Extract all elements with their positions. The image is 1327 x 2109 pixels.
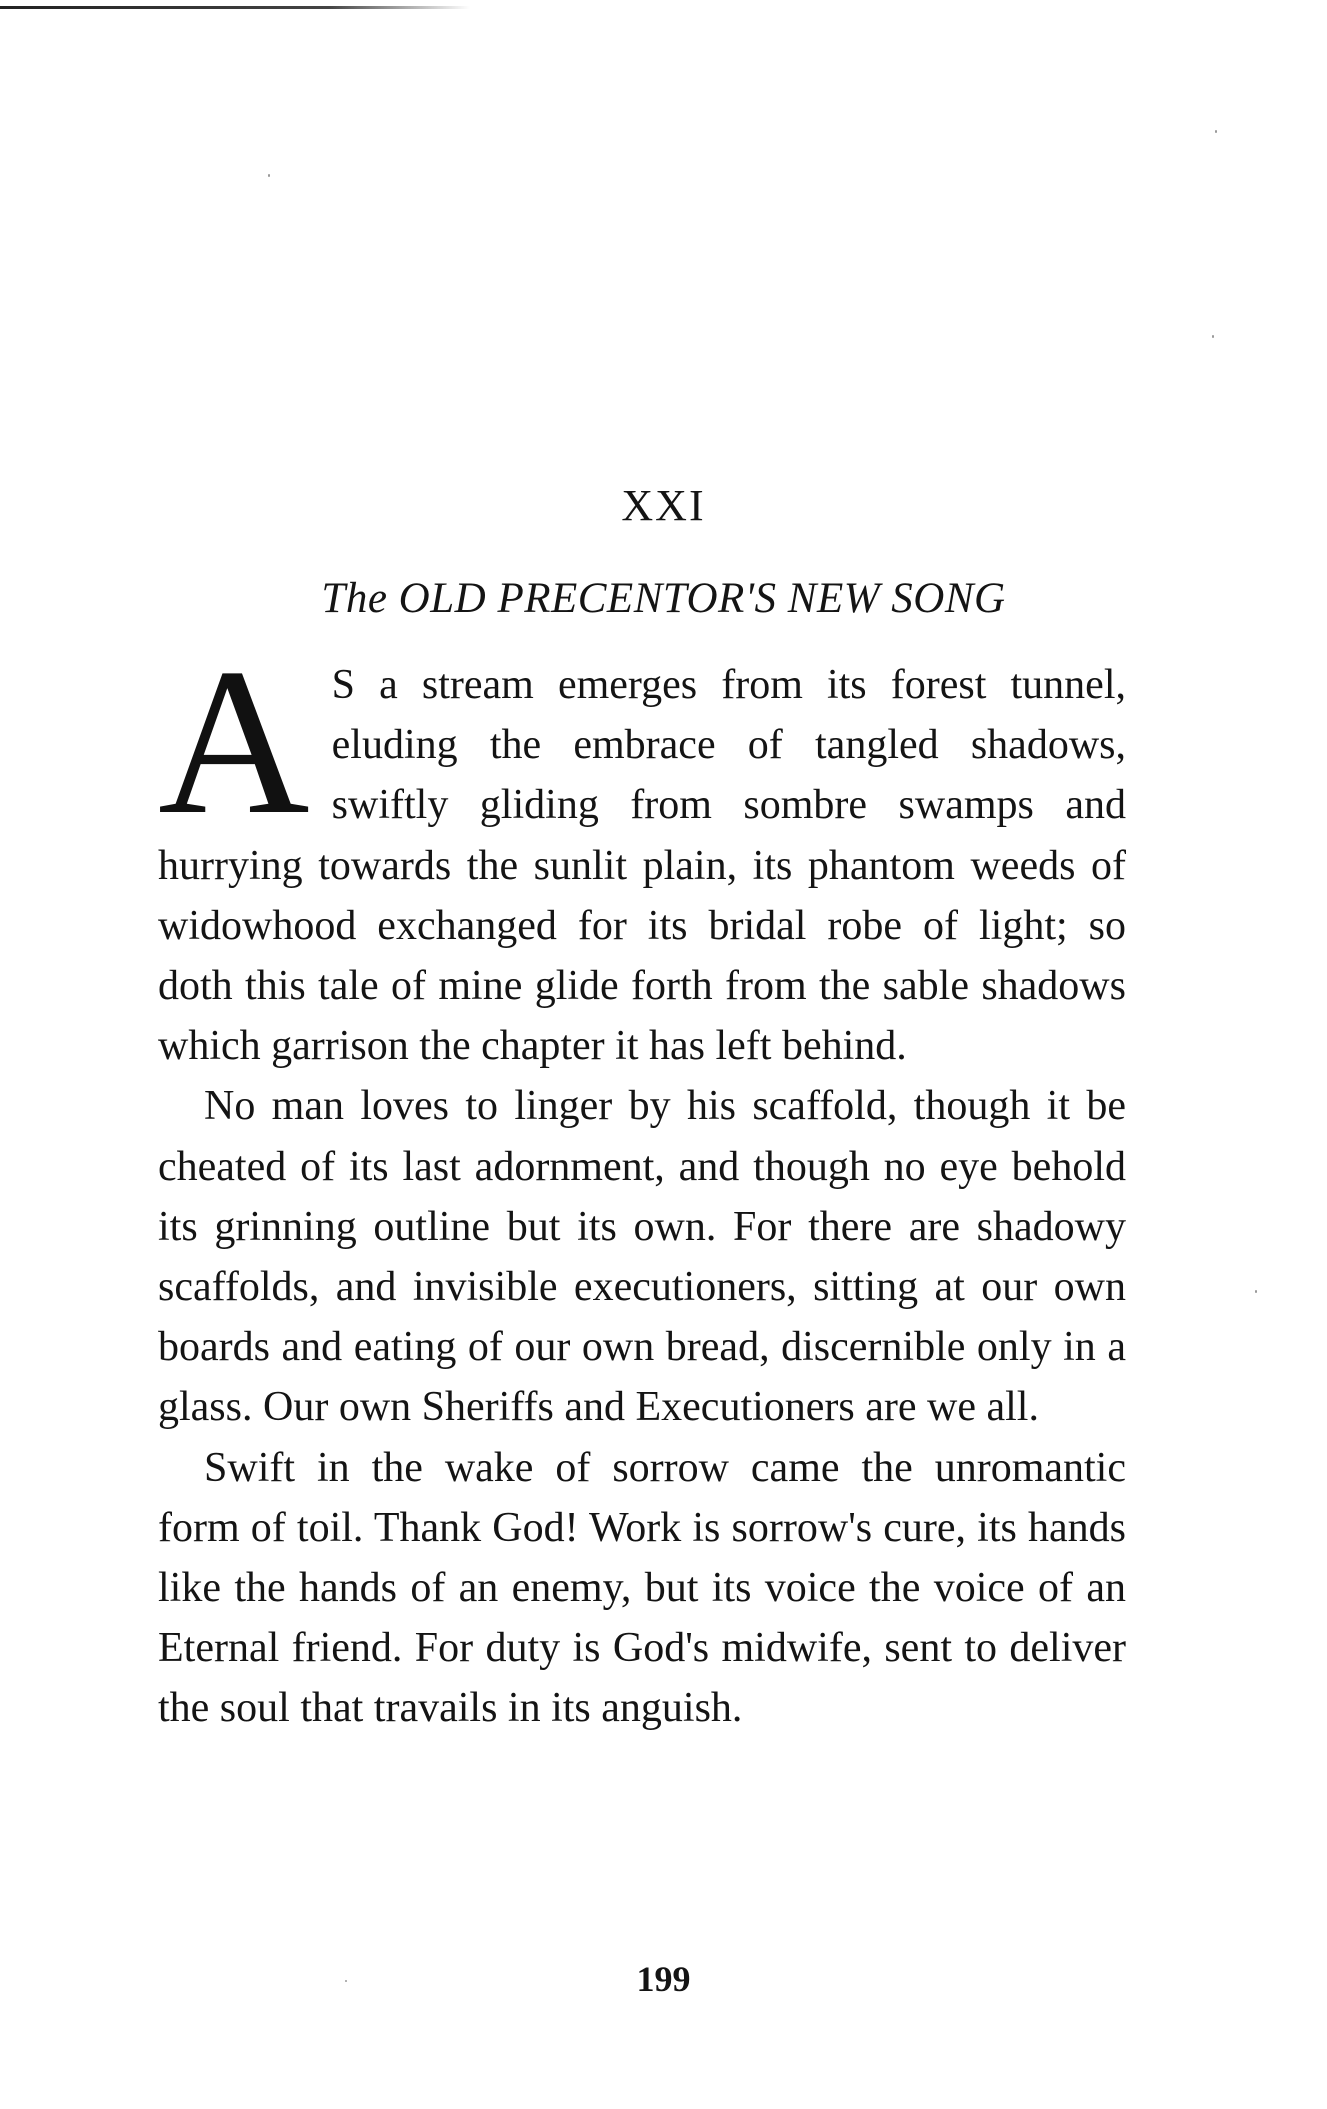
chapter-number: XXI (621, 481, 706, 530)
scan-speck (1255, 1290, 1257, 1293)
paragraph-3: Swift in the wake of sorrow came the unromantic form of toil. Thank God! Work is sorrow's cure, its hands like the hands of an enemy, but its voice the voice of an Eternal friend. For duty is God's midwife, sent to deliver the soul that travails in its anguish. (158, 1444, 1126, 1732)
drop-cap-initial: A (158, 626, 310, 858)
scan-speck (1212, 335, 1214, 338)
paragraph-2: No man loves to linger by his scaffold, though it be cheated of its last adornment, and though no eye behold its grinning outline but its own. For there are shadowy scaffolds, and invisible executioners, sitting at our own boards and eating of our own bread, discernible only in a glass. Our own Sheriffs and Executioners are we all. (158, 1083, 1126, 1431)
paragraph-1 (158, 626, 1126, 1076)
top-edge-rule (0, 6, 470, 9)
page-number: 199 (636, 1959, 691, 1999)
chapter-body (158, 626, 1126, 1739)
scan-speck (1215, 130, 1217, 133)
scan-speck (268, 174, 270, 177)
chapter-title: The OLD PRECENTOR'S NEW SONG (321, 575, 1006, 622)
paragraph-1-text: S a stream emerges from its forest tunnel, eluding the embrace of tangled shadows, swiftly gliding from sombre swamps and hurrying towards the sunlit plain, its phantom weeds of widowhood exchanged for its bridal robe of light; so doth this tale of mine glide forth from the sable shadows which garrison the chapter it has left behind. (158, 662, 1126, 1070)
